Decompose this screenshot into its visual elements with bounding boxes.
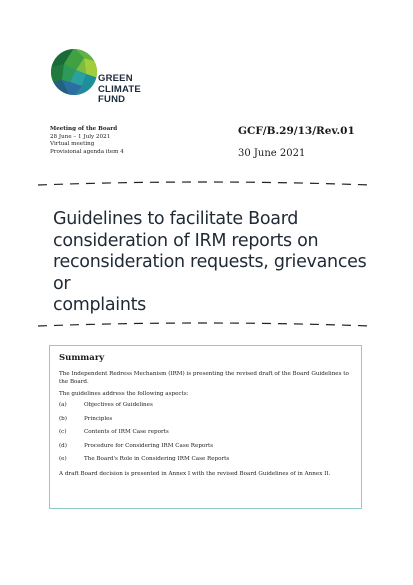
list-text: Objectives of Guidelines [84, 402, 153, 408]
title-line: complaints [53, 295, 147, 315]
meeting-info [50, 126, 124, 156]
decorative-rule-bottom [36, 318, 372, 328]
summary-heading: Summary [59, 353, 105, 363]
meeting-name: Meeting of the Board [50, 126, 118, 132]
meeting-venue: Virtual meeting [50, 141, 95, 148]
decorative-rule-top [36, 178, 372, 188]
list-marker: (c) [59, 429, 67, 435]
list-marker: (b) [59, 415, 67, 422]
list-item [59, 443, 352, 450]
list-item [59, 416, 352, 423]
list-marker: (d) [59, 442, 67, 449]
list-text: Contents of IRM Case reports [84, 429, 169, 435]
list-text: The Board's Role in Considering IRM Case Reports [84, 456, 230, 462]
list-marker: (e) [59, 456, 67, 462]
list-item [59, 456, 352, 463]
aspects-list [59, 402, 352, 463]
title-line: Guidelines to facilitate Board [53, 209, 299, 229]
summary-paragraph: The guidelines address the following aspects: [59, 391, 189, 397]
document-title [53, 209, 373, 317]
summary-box [49, 345, 362, 509]
logo-line: CLIMATE [98, 83, 141, 95]
logo-line: FUND [98, 94, 126, 105]
title-line: consideration of IRM reports on [53, 230, 319, 251]
summary-paragraph: The Independent Redress Mechanism (IRM) is presenting the revised draft of the Board Guidelines to the Board. [59, 371, 349, 385]
logo-wordmark [98, 74, 141, 106]
document-date: 30 June 2021 [238, 148, 306, 159]
summary-paragraph: A draft Board decision is presented in Annex I with the revised Board Guidelines of in Annex II. [59, 470, 331, 477]
list-item [59, 402, 352, 409]
list-text: Principles [84, 415, 113, 422]
list-item [59, 429, 352, 436]
title-line: reconsideration requests, grievances or [53, 252, 367, 294]
logo-line: GREEN [98, 73, 133, 84]
document-symbol: GCF/B.29/13/Rev.01 [238, 125, 355, 137]
agenda-item: Provisional agenda item 4 [50, 148, 124, 155]
list-marker: (a) [59, 402, 67, 408]
list-text: Procedure for Considering IRM Case Reports [84, 442, 214, 449]
gcf-logo-icon [50, 48, 98, 96]
meeting-dates: 28 June – 1 July 2021 [50, 133, 111, 140]
